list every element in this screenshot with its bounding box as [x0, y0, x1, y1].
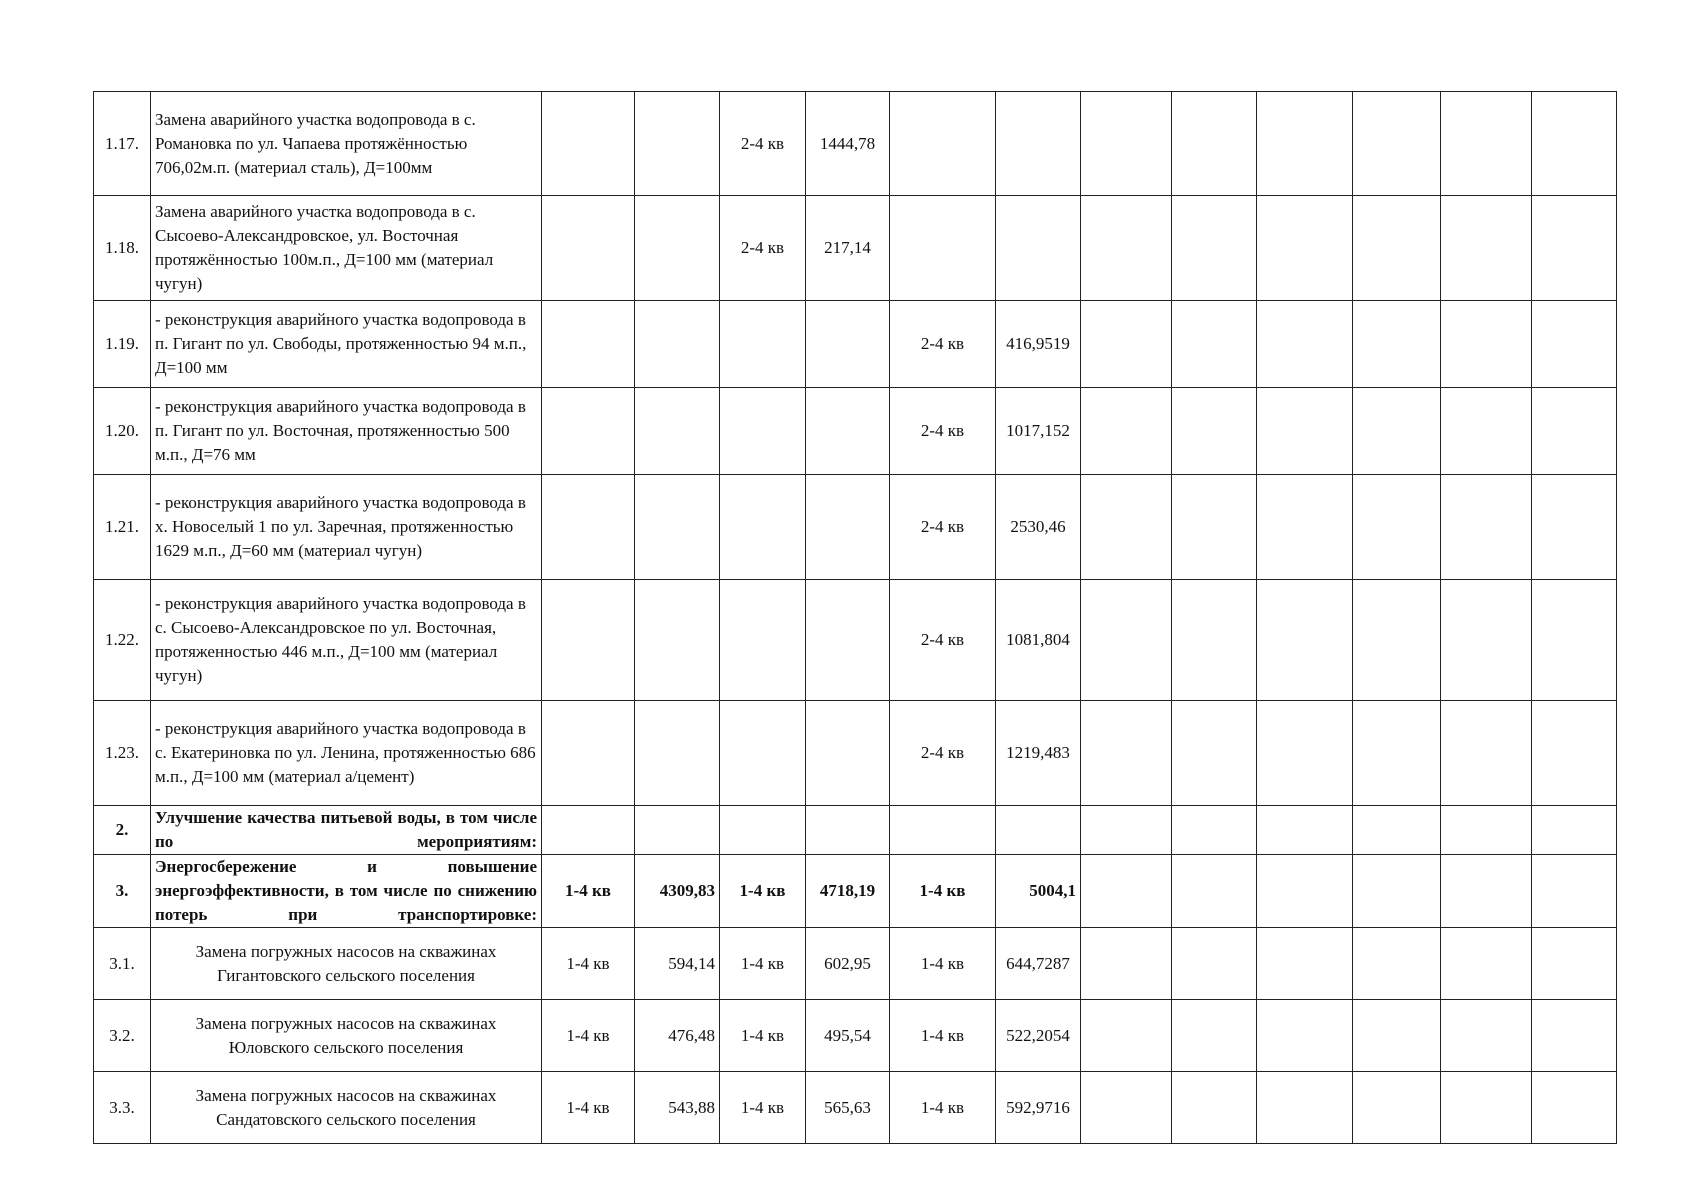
period-2: 1-4 кв: [720, 1072, 806, 1144]
empty-cell: [1081, 701, 1172, 806]
period-2: 2-4 кв: [720, 92, 806, 196]
period-3: 2-4 кв: [890, 475, 996, 580]
empty-cell: [1441, 196, 1532, 301]
empty-cell: [1081, 475, 1172, 580]
value-1: 594,14: [635, 928, 720, 1000]
table-row: [94, 701, 1617, 806]
empty-cell: [1353, 580, 1441, 701]
empty-cell: [1257, 92, 1353, 196]
empty-cell: [720, 806, 806, 855]
empty-cell: [1353, 928, 1441, 1000]
empty-cell: [1172, 701, 1257, 806]
period-2: 1-4 кв: [720, 855, 806, 928]
empty-cell: [542, 301, 635, 388]
period-3: 2-4 кв: [890, 701, 996, 806]
empty-cell: [1532, 475, 1617, 580]
empty-cell: [720, 475, 806, 580]
empty-cell: [1172, 855, 1257, 928]
empty-cell: [1441, 301, 1532, 388]
period-3: 2-4 кв: [890, 301, 996, 388]
empty-cell: [1257, 1000, 1353, 1072]
empty-cell: [1257, 928, 1353, 1000]
value-2: 4718,19: [806, 855, 890, 928]
empty-cell: [806, 580, 890, 701]
empty-cell: [1532, 92, 1617, 196]
row-description: Замена аварийного участка водопровода в с. Сысоево-Александровское, ул. Восточная протяжённостью 100м.п., Д=100 мм (материал чугун): [151, 196, 542, 301]
period-2: 2-4 кв: [720, 196, 806, 301]
empty-cell: [635, 580, 720, 701]
period-2: 1-4 кв: [720, 928, 806, 1000]
value-3: 1219,483: [996, 701, 1081, 806]
empty-cell: [720, 388, 806, 475]
table-row: [94, 301, 1617, 388]
empty-cell: [1441, 475, 1532, 580]
value-3: 1017,152: [996, 388, 1081, 475]
empty-cell: [1532, 806, 1617, 855]
value-3: 644,7287: [996, 928, 1081, 1000]
empty-cell: [1532, 196, 1617, 301]
period-3: 1-4 кв: [890, 1000, 996, 1072]
row-description: Замена аварийного участка водопровода в с. Романовка по ул. Чапаева протяжённостью 706,02м.п. (материал сталь), Д=100мм: [151, 92, 542, 196]
empty-cell: [635, 388, 720, 475]
empty-cell: [1532, 388, 1617, 475]
value-1: 476,48: [635, 1000, 720, 1072]
period-3: 1-4 кв: [890, 1072, 996, 1144]
empty-cell: [542, 475, 635, 580]
row-description: - реконструкция аварийного участка водопровода в с. Сысоево-Александровское по ул. Восточная, протяженностью 446 м.п., Д=100 мм (материал чугун): [151, 580, 542, 701]
period-1: 1-4 кв: [542, 1000, 635, 1072]
row-number: 1.22.: [94, 580, 151, 701]
row-description: - реконструкция аварийного участка водопровода в х. Новоселый 1 по ул. Заречная, протяженностью 1629 м.п., Д=60 мм (материал чугун): [151, 475, 542, 580]
table-row: [94, 92, 1617, 196]
empty-cell: [1172, 580, 1257, 701]
empty-cell: [1172, 806, 1257, 855]
row-number: 1.23.: [94, 701, 151, 806]
value-2: 495,54: [806, 1000, 890, 1072]
row-number: 3.1.: [94, 928, 151, 1000]
section-number: 2.: [94, 806, 151, 855]
row-description: - реконструкция аварийного участка водопровода в п. Гигант по ул. Восточная, протяженностью 500 м.п., Д=76 мм: [151, 388, 542, 475]
empty-cell: [1172, 301, 1257, 388]
period-3: 2-4 кв: [890, 388, 996, 475]
empty-cell: [806, 701, 890, 806]
budget-table: [93, 91, 1617, 1144]
period-1: 1-4 кв: [542, 855, 635, 928]
empty-cell: [1172, 1072, 1257, 1144]
empty-cell: [1081, 580, 1172, 701]
empty-cell: [1257, 388, 1353, 475]
empty-cell: [1172, 388, 1257, 475]
row-description: Замена погружных насосов на скважинах Гигантовского сельского поселения: [151, 928, 542, 1000]
row-number: 1.17.: [94, 92, 151, 196]
row-number: 1.18.: [94, 196, 151, 301]
empty-cell: [890, 196, 996, 301]
value-1: 4309,83: [635, 855, 720, 928]
section-title: Энергосбережение и повышение энергоэффективности, в том числе по снижению потерь при транспортировке:: [151, 855, 542, 928]
empty-cell: [542, 388, 635, 475]
empty-cell: [1532, 1072, 1617, 1144]
empty-cell: [1441, 92, 1532, 196]
empty-cell: [542, 580, 635, 701]
empty-cell: [635, 301, 720, 388]
empty-cell: [1257, 301, 1353, 388]
value-3: 416,9519: [996, 301, 1081, 388]
row-number: 3.3.: [94, 1072, 151, 1144]
row-number: 3.2.: [94, 1000, 151, 1072]
empty-cell: [1353, 92, 1441, 196]
empty-cell: [890, 92, 996, 196]
empty-cell: [1353, 301, 1441, 388]
empty-cell: [1081, 1072, 1172, 1144]
empty-cell: [806, 475, 890, 580]
empty-cell: [1353, 855, 1441, 928]
empty-cell: [1353, 388, 1441, 475]
empty-cell: [1353, 806, 1441, 855]
empty-cell: [1441, 806, 1532, 855]
period-3: 1-4 кв: [890, 855, 996, 928]
empty-cell: [1172, 196, 1257, 301]
empty-cell: [890, 806, 996, 855]
empty-cell: [720, 701, 806, 806]
empty-cell: [1353, 701, 1441, 806]
empty-cell: [542, 701, 635, 806]
empty-cell: [1257, 855, 1353, 928]
empty-cell: [1353, 1000, 1441, 1072]
empty-cell: [1441, 1000, 1532, 1072]
empty-cell: [542, 806, 635, 855]
empty-cell: [1257, 196, 1353, 301]
empty-cell: [1441, 580, 1532, 701]
empty-cell: [1441, 855, 1532, 928]
empty-cell: [1172, 475, 1257, 580]
table-row: [94, 388, 1617, 475]
value-3: 5004,1: [996, 855, 1081, 928]
empty-cell: [1081, 806, 1172, 855]
empty-cell: [1353, 196, 1441, 301]
table-row: [94, 1072, 1617, 1144]
period-3: 1-4 кв: [890, 928, 996, 1000]
period-2: 1-4 кв: [720, 1000, 806, 1072]
empty-cell: [1257, 806, 1353, 855]
empty-cell: [720, 301, 806, 388]
empty-cell: [1081, 1000, 1172, 1072]
table-row: [94, 855, 1617, 928]
empty-cell: [1532, 580, 1617, 701]
row-description: Замена погружных насосов на скважинах Юловского сельского поселения: [151, 1000, 542, 1072]
table-row: [94, 928, 1617, 1000]
empty-cell: [1081, 855, 1172, 928]
empty-cell: [1441, 928, 1532, 1000]
empty-cell: [542, 92, 635, 196]
value-3: 522,2054: [996, 1000, 1081, 1072]
empty-cell: [635, 701, 720, 806]
empty-cell: [996, 196, 1081, 301]
value-2: 1444,78: [806, 92, 890, 196]
empty-cell: [635, 475, 720, 580]
value-2: 602,95: [806, 928, 890, 1000]
empty-cell: [1081, 92, 1172, 196]
row-description: - реконструкция аварийного участка водопровода в с. Екатериновка по ул. Ленина, протяженностью 686 м.п., Д=100 мм (материал а/цемент): [151, 701, 542, 806]
empty-cell: [1532, 701, 1617, 806]
row-number: 1.19.: [94, 301, 151, 388]
empty-cell: [1441, 1072, 1532, 1144]
empty-cell: [1532, 1000, 1617, 1072]
empty-cell: [1081, 196, 1172, 301]
empty-cell: [1441, 701, 1532, 806]
table-row: [94, 196, 1617, 301]
value-2: 565,63: [806, 1072, 890, 1144]
empty-cell: [806, 388, 890, 475]
empty-cell: [1172, 1000, 1257, 1072]
value-3: 592,9716: [996, 1072, 1081, 1144]
empty-cell: [1532, 855, 1617, 928]
table-row: [94, 580, 1617, 701]
value-3: 1081,804: [996, 580, 1081, 701]
empty-cell: [542, 196, 635, 301]
empty-cell: [996, 806, 1081, 855]
row-number: 1.21.: [94, 475, 151, 580]
value-2: 217,14: [806, 196, 890, 301]
empty-cell: [635, 92, 720, 196]
table-row: [94, 1000, 1617, 1072]
empty-cell: [1257, 475, 1353, 580]
row-number: 1.20.: [94, 388, 151, 475]
empty-cell: [806, 806, 890, 855]
empty-cell: [1257, 1072, 1353, 1144]
empty-cell: [720, 580, 806, 701]
table-row: [94, 806, 1617, 855]
section-number: 3.: [94, 855, 151, 928]
empty-cell: [1172, 928, 1257, 1000]
value-1: 543,88: [635, 1072, 720, 1144]
empty-cell: [1532, 928, 1617, 1000]
empty-cell: [1441, 388, 1532, 475]
empty-cell: [1353, 1072, 1441, 1144]
empty-cell: [635, 196, 720, 301]
empty-cell: [1257, 580, 1353, 701]
table-row: [94, 475, 1617, 580]
empty-cell: [806, 301, 890, 388]
empty-cell: [1172, 92, 1257, 196]
empty-cell: [1081, 301, 1172, 388]
empty-cell: [1532, 301, 1617, 388]
period-1: 1-4 кв: [542, 1072, 635, 1144]
empty-cell: [996, 92, 1081, 196]
row-description: Замена погружных насосов на скважинах Сандатовского сельского поселения: [151, 1072, 542, 1144]
section-title: Улучшение качества питьевой воды, в том числе по мероприятиям:: [151, 806, 542, 855]
empty-cell: [635, 806, 720, 855]
row-description: - реконструкция аварийного участка водопровода в п. Гигант по ул. Свободы, протяженностью 94 м.п., Д=100 мм: [151, 301, 542, 388]
empty-cell: [1081, 928, 1172, 1000]
value-3: 2530,46: [996, 475, 1081, 580]
period-1: 1-4 кв: [542, 928, 635, 1000]
empty-cell: [1257, 701, 1353, 806]
empty-cell: [1353, 475, 1441, 580]
empty-cell: [1081, 388, 1172, 475]
period-3: 2-4 кв: [890, 580, 996, 701]
